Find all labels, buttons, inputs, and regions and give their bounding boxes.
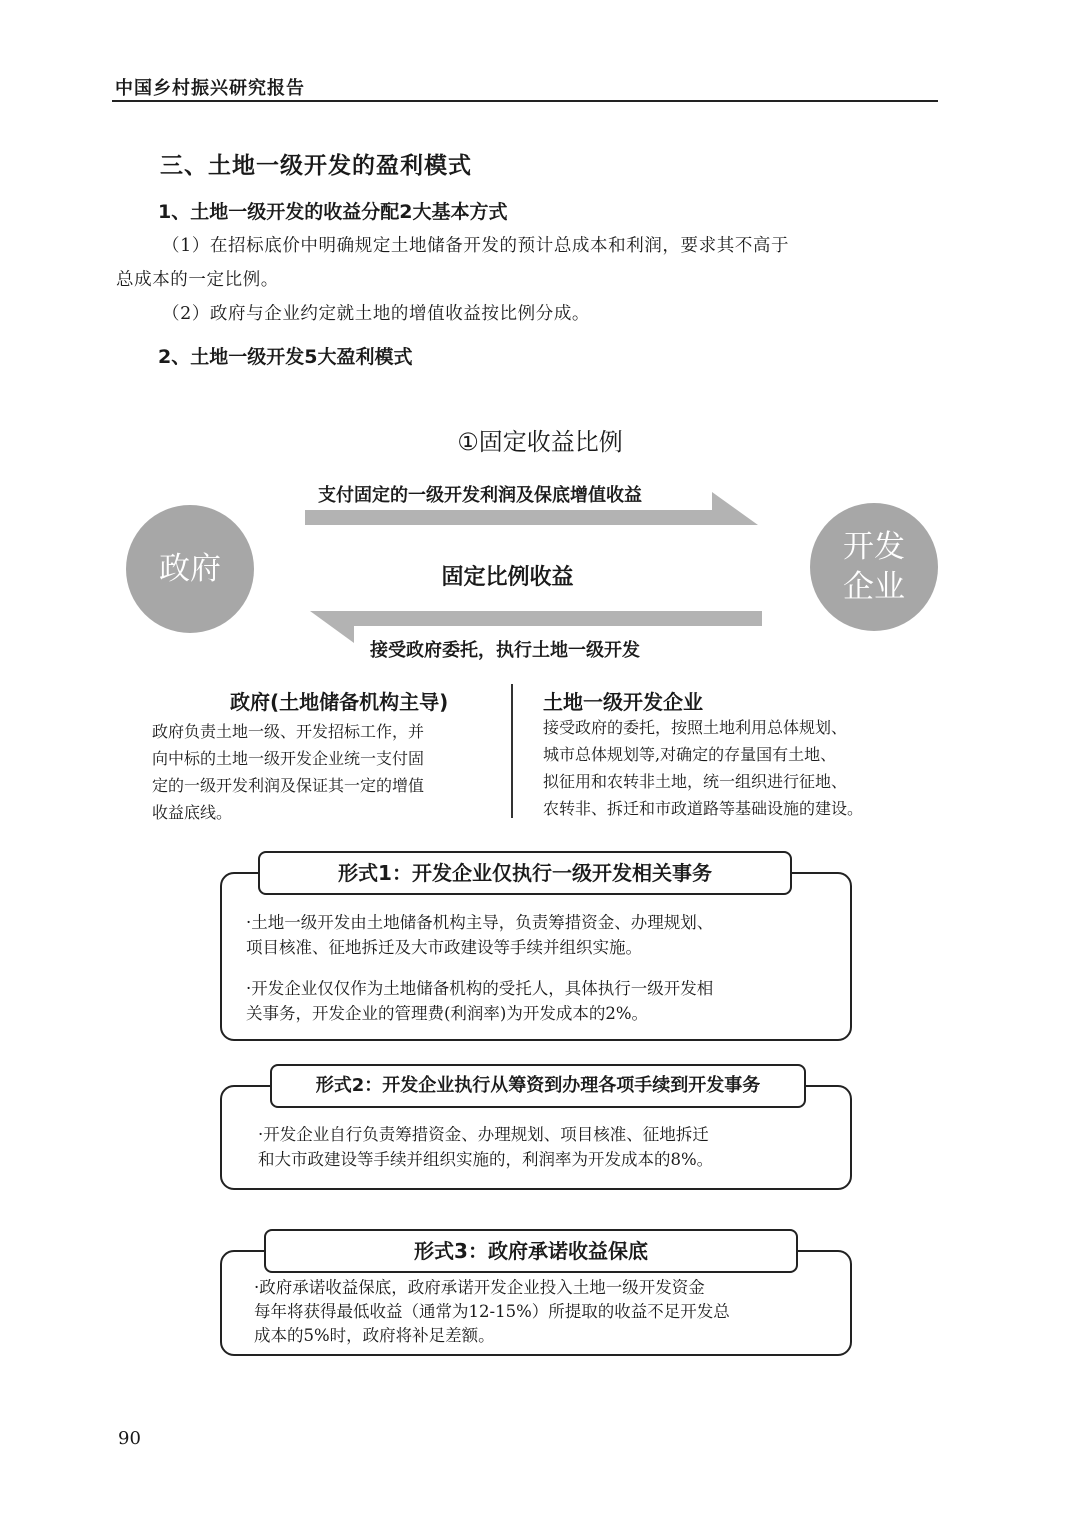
- arrow-left-label: 接受政府委托，执行土地一级开发: [370, 640, 640, 661]
- form-3-bullet-1-line: 每年将获得最低收益（通常为12-15%）所提取的收益不足开发总: [254, 1302, 730, 1321]
- paragraph-1-line-2: 总成本的一定比例。: [116, 270, 279, 290]
- running-header: 中国乡村振兴研究报告: [115, 78, 305, 99]
- arrow-right-label: 支付固定的一级开发利润及保底增值收益: [318, 485, 642, 506]
- form-2-bullet-1-line: 和大市政建设等手续并组织实施的，利润率为开发成本的8%。: [258, 1150, 714, 1169]
- left-line: 收益底线。: [152, 803, 233, 822]
- form-1-title: 形式1：开发企业仅执行一级开发相关事务: [258, 851, 792, 895]
- form-3-bullet-1-line: 成本的5%时，政府将补足差额。: [254, 1326, 495, 1345]
- paragraph-1-line-1: （1）在招标底价中明确规定土地储备开发的预计总成本和利润，要求其不高于: [162, 236, 790, 256]
- left-column-text: [152, 718, 492, 826]
- right-column-text: [543, 714, 943, 822]
- subheading-2: 2、土地一级开发5大盈利模式: [158, 346, 413, 368]
- form-2-bullet-1-line: ·开发企业自行负责筹措资金、办理规划、项目核准、征地拆迁: [258, 1125, 709, 1144]
- form-1-bullet-1-line: 项目核准、征地拆迁及大市政建设等手续并组织实施。: [246, 938, 642, 957]
- subheading-1: 1、土地一级开发的收益分配2大基本方式: [158, 201, 508, 223]
- paragraph-2: （2）政府与企业约定就土地的增值收益按比例分成。: [162, 304, 591, 324]
- form-1-bullet-2-line: ·开发企业仅仅作为土地储备机构的受托人，具体执行一级开发相: [246, 979, 714, 998]
- form-2-title: 形式2：开发企业执行从筹资到办理各项手续到开发事务: [270, 1064, 806, 1108]
- form-1-bullet-1: [246, 910, 846, 960]
- government-label: 政府: [159, 551, 221, 587]
- form-1-bullet-1-line: ·土地一级开发由土地储备机构主导，负责筹措资金、办理规划、: [246, 913, 714, 932]
- form-1-bullet-2-line: 关事务，开发企业的管理费(利润率)为开发成本的2%。: [246, 1004, 649, 1023]
- right-column-heading: 土地一级开发企业: [543, 690, 703, 714]
- developer-label-line-2: 企业: [843, 569, 905, 605]
- diagram-title: ①固定收益比例: [457, 428, 623, 456]
- form-3-title: 形式3：政府承诺收益保底: [264, 1229, 798, 1273]
- column-divider: [511, 684, 513, 818]
- left-line: 定的一级开发利润及保证其一定的增值: [152, 776, 425, 795]
- right-line: 拟征用和农转非土地，统一组织进行征地、: [543, 772, 848, 791]
- left-line: 向中标的土地一级开发企业统一支付固: [152, 749, 425, 768]
- form-3-bullet-1: [254, 1276, 844, 1348]
- developer-label-line-1: 开发: [843, 529, 905, 565]
- right-line: 农转非、拆迁和市政道路等基础设施的建设。: [543, 799, 864, 818]
- left-column-heading: 政府(土地储备机构主导): [230, 690, 449, 714]
- right-line: 城市总体规划等,对确定的存量国有土地、: [543, 745, 837, 764]
- left-line: 政府负责土地一级、开发招标工作，并: [152, 722, 425, 741]
- middle-label: 固定比例收益: [441, 565, 574, 590]
- page-number: 90: [118, 1428, 141, 1449]
- right-line: 接受政府的委托，按照土地利用总体规划、: [543, 718, 848, 737]
- form-3-bullet-1-line: ·政府承诺收益保底，政府承诺开发企业投入土地一级开发资金: [254, 1278, 705, 1297]
- section-title: 三、土地一级开发的盈利模式: [160, 153, 472, 179]
- form-1-bullet-2: [246, 976, 846, 1026]
- form-2-bullet-1: [258, 1122, 838, 1172]
